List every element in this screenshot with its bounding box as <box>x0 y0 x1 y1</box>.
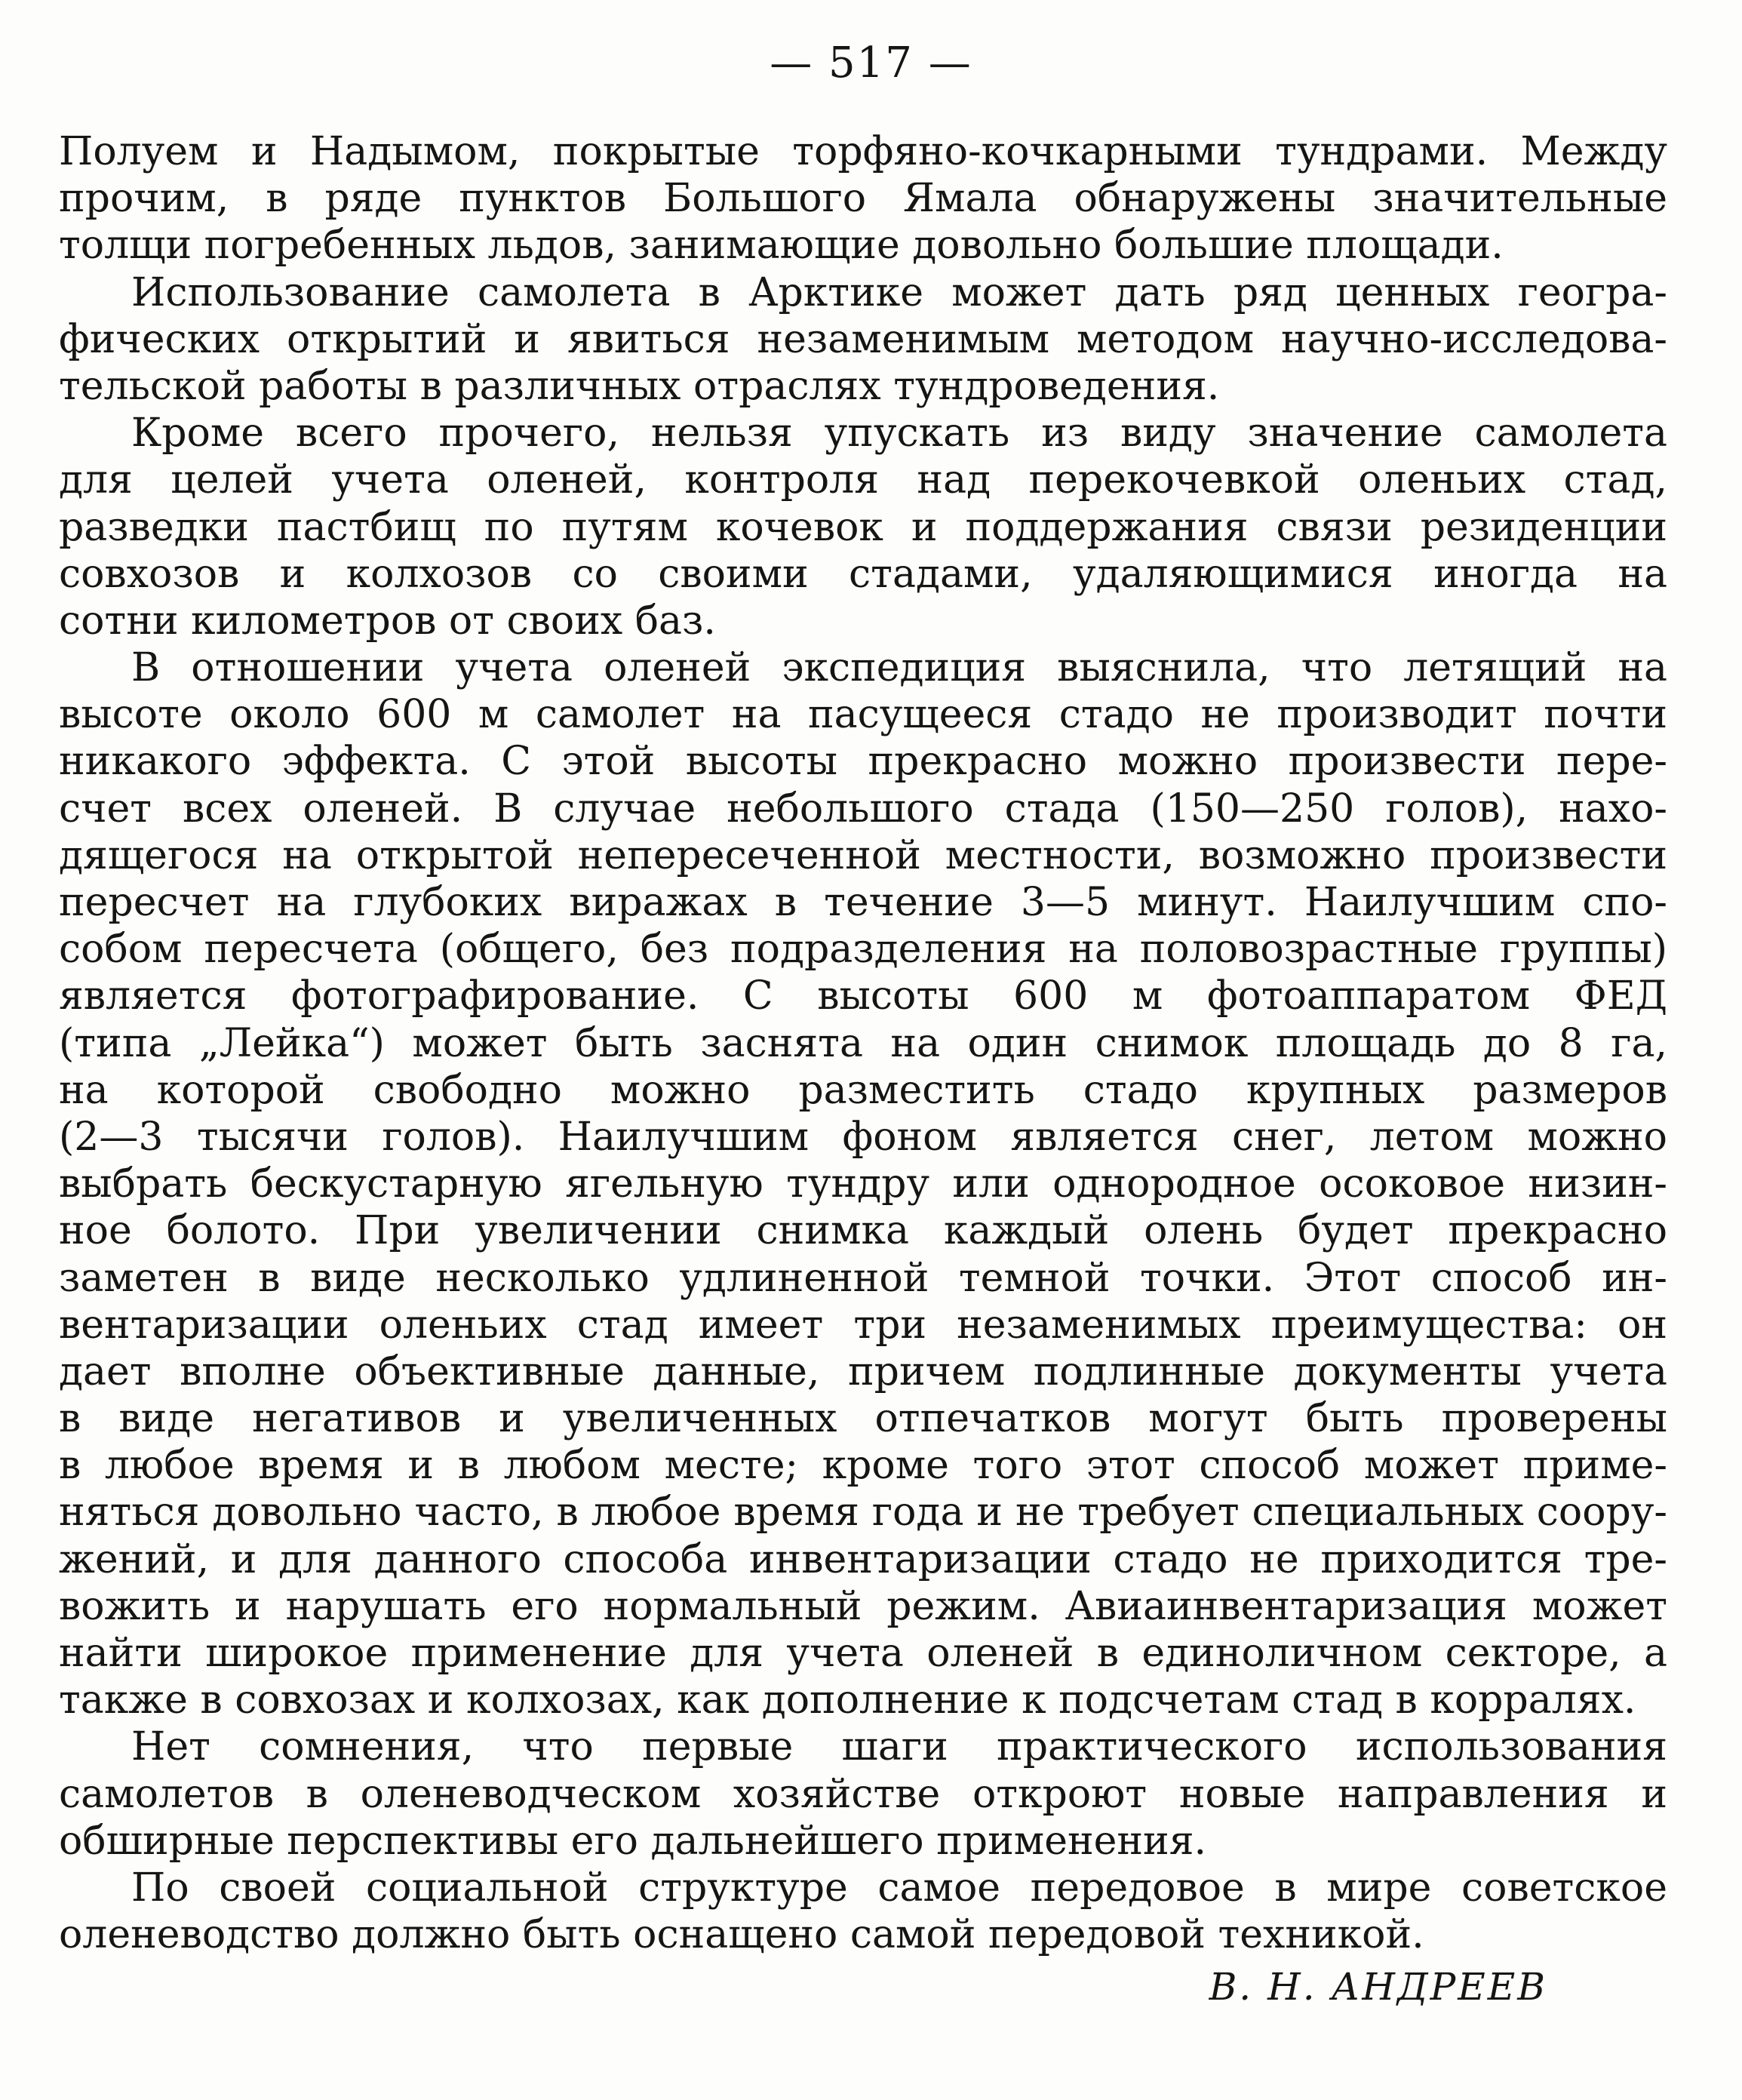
page-number: — 517 — <box>770 38 972 88</box>
text-line: выбрать бескустарную ягельную тундру или однородное осоковое низин- <box>59 1161 1667 1207</box>
text-line: няться довольно часто, в любое время года и не требует специальных соору- <box>59 1490 1667 1536</box>
text-line: обширные перспективы его дальнейшего применения. <box>59 1818 1207 1864</box>
text-line: Кроме всего прочего, нельзя упускать из виду значение самолета <box>131 410 1667 457</box>
text-line: на которой свободно можно разместить стадо крупных размеров <box>59 1067 1667 1113</box>
text-line: собом пересчета (общего, без подразделения на половозрастные группы) <box>59 927 1667 973</box>
paragraph <box>59 1865 1667 1958</box>
text-line: В отношении учета оленей экспедиция выяснила, что летящий на <box>131 645 1667 691</box>
text-line: найти широкое применение для учета оленей в единоличном секторе, а <box>59 1631 1667 1676</box>
paragraph <box>59 410 1667 644</box>
text-line: ное болото. При увеличении снимка каждый олень будет прекрасно <box>59 1208 1667 1254</box>
text-line: разведки пастбищ по путям кочевок и поддержания связи резиденции <box>59 504 1667 550</box>
text-line: высоте около 600 м самолет на пасущееся стадо не производит почти <box>59 692 1667 738</box>
text-line: тельской работы в различных отраслях тундроведения. <box>59 363 1220 409</box>
text-line: самолетов в оленеводческом хозяйстве откроют новые направления и <box>59 1771 1667 1817</box>
paragraph <box>59 128 1667 269</box>
text-line: оленеводство должно быть оснащено самой передовой техникой. <box>59 1912 1424 1958</box>
text-line: пересчет на глубоких виражах в течение 3—5 минут. Наилучшим спо- <box>59 880 1667 925</box>
text-line: (типа „Лейка“) может быть заснята на один снимок площадь до 8 га, <box>59 1020 1667 1066</box>
text-line: дящегося на открытой непересеченной местности, возможно произвести <box>59 832 1667 878</box>
text-line: никакого эффекта. С этой высоты прекрасно можно произвести пере- <box>59 739 1667 785</box>
text-line: также в совхозах и колхозах, как дополнение к подсчетам стад в корралях. <box>59 1677 1636 1723</box>
text-line: вентаризации оленьих стад имеет три незаменимых преимущества: он <box>59 1302 1667 1348</box>
text-line: толщи погребенных льдов, занимающие довольно большие площади. <box>59 223 1504 269</box>
text-line: сотни километров от своих баз. <box>59 598 716 644</box>
text-line: вожить и нарушать его нормальный режим. Авиаинвентаризация может <box>59 1583 1667 1629</box>
text-line: фических открытий и явиться незаменимым методом научно-исследова- <box>59 316 1667 362</box>
text-line: По своей социальной структуре самое передовое в мире советское <box>131 1865 1667 1911</box>
paragraph <box>59 1723 1667 1865</box>
text-line: в виде негативов и увеличенных отпечатков могут быть проверены <box>59 1396 1667 1442</box>
text-line: счет всех оленей. В случае небольшого стада (150—250 голов), нахо- <box>59 786 1667 832</box>
text-line: совхозов и колхозов со своими стадами, удаляющимися иногда на <box>59 551 1667 597</box>
text-line: для целей учета оленей, контроля над перекочевкой оленьих стад, <box>59 457 1667 503</box>
body-text <box>59 128 1667 1958</box>
text-line: является фотографирование. С высоты 600 м фотоаппаратом ФЕД <box>59 973 1667 1019</box>
author-signature: В. Н. АНДРЕЕВ <box>1209 1965 1547 2009</box>
text-line: Полуем и Надымом, покрытые торфяно-кочкарными тундрами. Между <box>59 129 1667 174</box>
text-line: жений, и для данного способа инвентаризации стадо не приходится тре- <box>59 1536 1667 1582</box>
text-line: дает вполне объективные данные, причем подлинные документы учета <box>59 1348 1667 1394</box>
text-line: прочим, в ряде пунктов Большого Ямала обнаружены значительные <box>59 176 1667 222</box>
paragraph <box>59 269 1667 410</box>
text-line: в любое время и в любом месте; кроме того этот способ может приме- <box>59 1443 1667 1489</box>
text-line: заметен в виде несколько удлиненной темной точки. Этот способ ин- <box>59 1255 1667 1301</box>
text-line: (2—3 тысячи голов). Наилучшим фоном является снег, летом можно <box>59 1114 1667 1160</box>
text-line: Нет сомнения, что первые шаги практического использования <box>131 1724 1667 1770</box>
text-line: Использование самолета в Арктике может дать ряд ценных геогра- <box>131 269 1667 315</box>
paragraph <box>59 644 1667 1723</box>
